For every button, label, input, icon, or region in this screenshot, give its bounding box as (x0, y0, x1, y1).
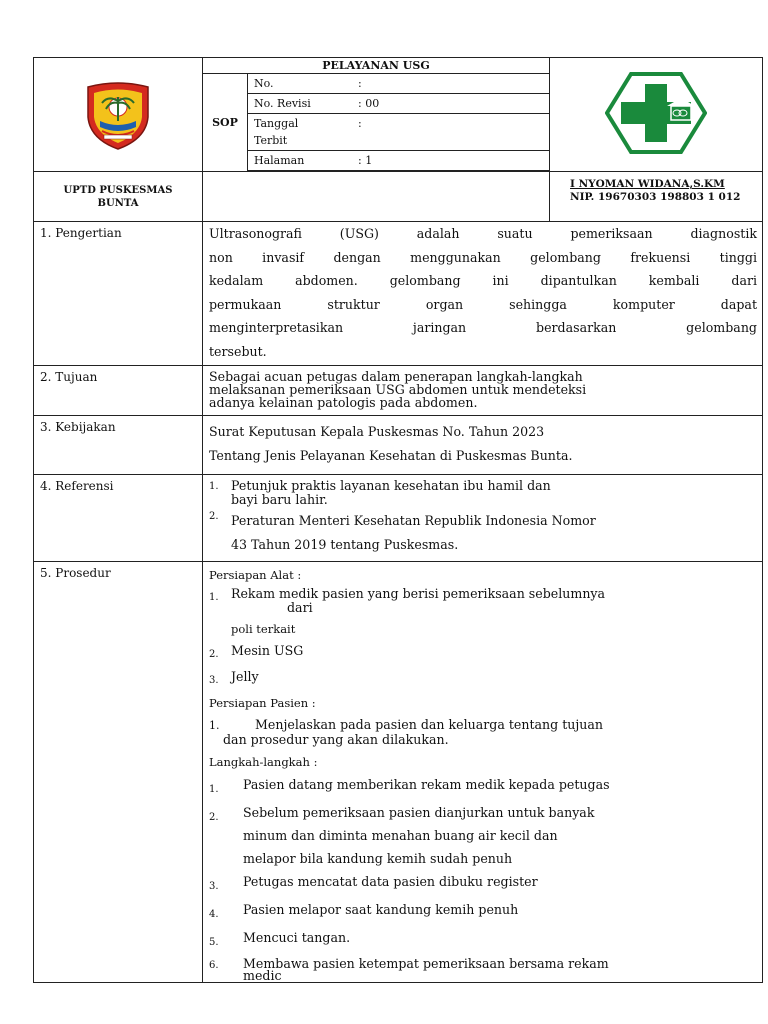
section-kebijakan (34, 416, 763, 475)
sop-label: SOP (203, 74, 248, 172)
puskesmas-logo-cell (550, 58, 763, 172)
regency-logo-cell (34, 58, 203, 172)
section-referensi (34, 475, 763, 562)
list-item: 4. Pasien melapor saat kandung kemih penuh (209, 902, 519, 920)
list-item: 2. Mesin USG (209, 643, 304, 660)
meta-revisi: No. Revisi : 00 (248, 94, 550, 114)
list-item: 2. Peraturan Menteri Kesehatan Republik Indonesia Nomor 43 Tahun 2019 tentang Puskesmas. (209, 511, 596, 552)
list-item: 1. Rekam medik pasien yang berisi pemeriksaan sebelumnya dari (209, 586, 606, 615)
list-item: 6. Membawa pasien ketempat pemeriksaan bersama rekam medic (209, 956, 609, 983)
label-prosedur: 5. Prosedur (34, 562, 203, 983)
signer-nip: NIP. 19670303 198803 1 012 (570, 191, 741, 203)
label-pengertian: 1. Pengertian (34, 222, 203, 366)
signer-block (550, 172, 763, 222)
signer-name: I NYOMAN WIDANA,S.KM (570, 178, 725, 190)
document-title: PELAYANAN USG (203, 58, 550, 74)
subheading: Persiapan Alat : (209, 568, 302, 582)
label-kebijakan: 3. Kebijakan (34, 416, 203, 475)
blank-cell (203, 172, 550, 222)
section-tujuan (34, 366, 763, 416)
text-line: Surat Keputusan Kepala Puskesmas No. Tahun 2023 (209, 424, 545, 439)
section-prosedur (34, 562, 763, 983)
text-line: kedalam abdomen. gelombang ini dipantulkan kembali dari (209, 273, 757, 288)
list-item: 3. Jelly (209, 669, 259, 686)
text-line: tersebut. (209, 343, 267, 359)
list-item: 2. Sebelum pemeriksaan pasien dianjurkan untuk banyak minum dan diminta menahan buang air kecil dan melapor bila kandung kemih sudah penuh (209, 805, 595, 866)
list-item: 1. Petunjuk praktis layanan kesehatan ibu hamil dan bayi baru lahir. (209, 478, 551, 507)
list-item: 1. Pasien datang memberikan rekam medik kepada petugas (209, 777, 610, 795)
text-line: Tentang Jenis Pelayanan Kesehatan di Puskesmas Bunta. (209, 448, 573, 463)
meta-halaman: Halaman : 1 (248, 151, 550, 171)
sop-header-table (33, 57, 763, 222)
meta-no: No. : (248, 74, 550, 94)
list-item: 5. Mencuci tangan. (209, 930, 351, 948)
organization-name: UPTD PUSKESMAS BUNTA (34, 172, 203, 222)
puskesmas-logo (605, 70, 707, 156)
text-line: permukaan struktur organ sehingga komputer dapat (209, 296, 757, 312)
label-tujuan: 2. Tujuan (34, 366, 203, 416)
section-pengertian (34, 222, 763, 366)
list-item: 3. Petugas mencatat data pasien dibuku register (209, 874, 538, 892)
label-referensi: 4. Referensi (34, 475, 203, 562)
list-item: 1. Menjelaskan pada pasien dan keluarga tentang tujuan dan prosedur yang akan dilakukan. (209, 717, 604, 747)
regency-emblem-logo (78, 73, 158, 153)
text-line: adanya kelainan patologis pada abdomen. (209, 395, 478, 410)
subheading: Persiapan Pasien : (209, 696, 316, 710)
subheading: Langkah-langkah : (209, 755, 318, 769)
sop-content-table (33, 221, 763, 983)
sop-document (33, 57, 762, 983)
text-line: menginterpretasikan jaringan berdasarkan gelombang (209, 320, 757, 335)
text-line: Ultrasonografi (USG) adalah suatu pemeriksaan diagnostik (209, 226, 757, 241)
meta-tanggal-terbit: Tanggal : Terbit (248, 114, 550, 151)
text-line: melaksanan pemeriksaan USG abdomen untuk mendeteksi (209, 382, 587, 397)
text-line: poli terkait (231, 622, 296, 636)
text-line: Sebagai acuan petugas dalam penerapan langkah-langkah (209, 369, 583, 384)
text-line: non invasif dengan menggunakan gelombang frekuensi tinggi (209, 249, 757, 265)
